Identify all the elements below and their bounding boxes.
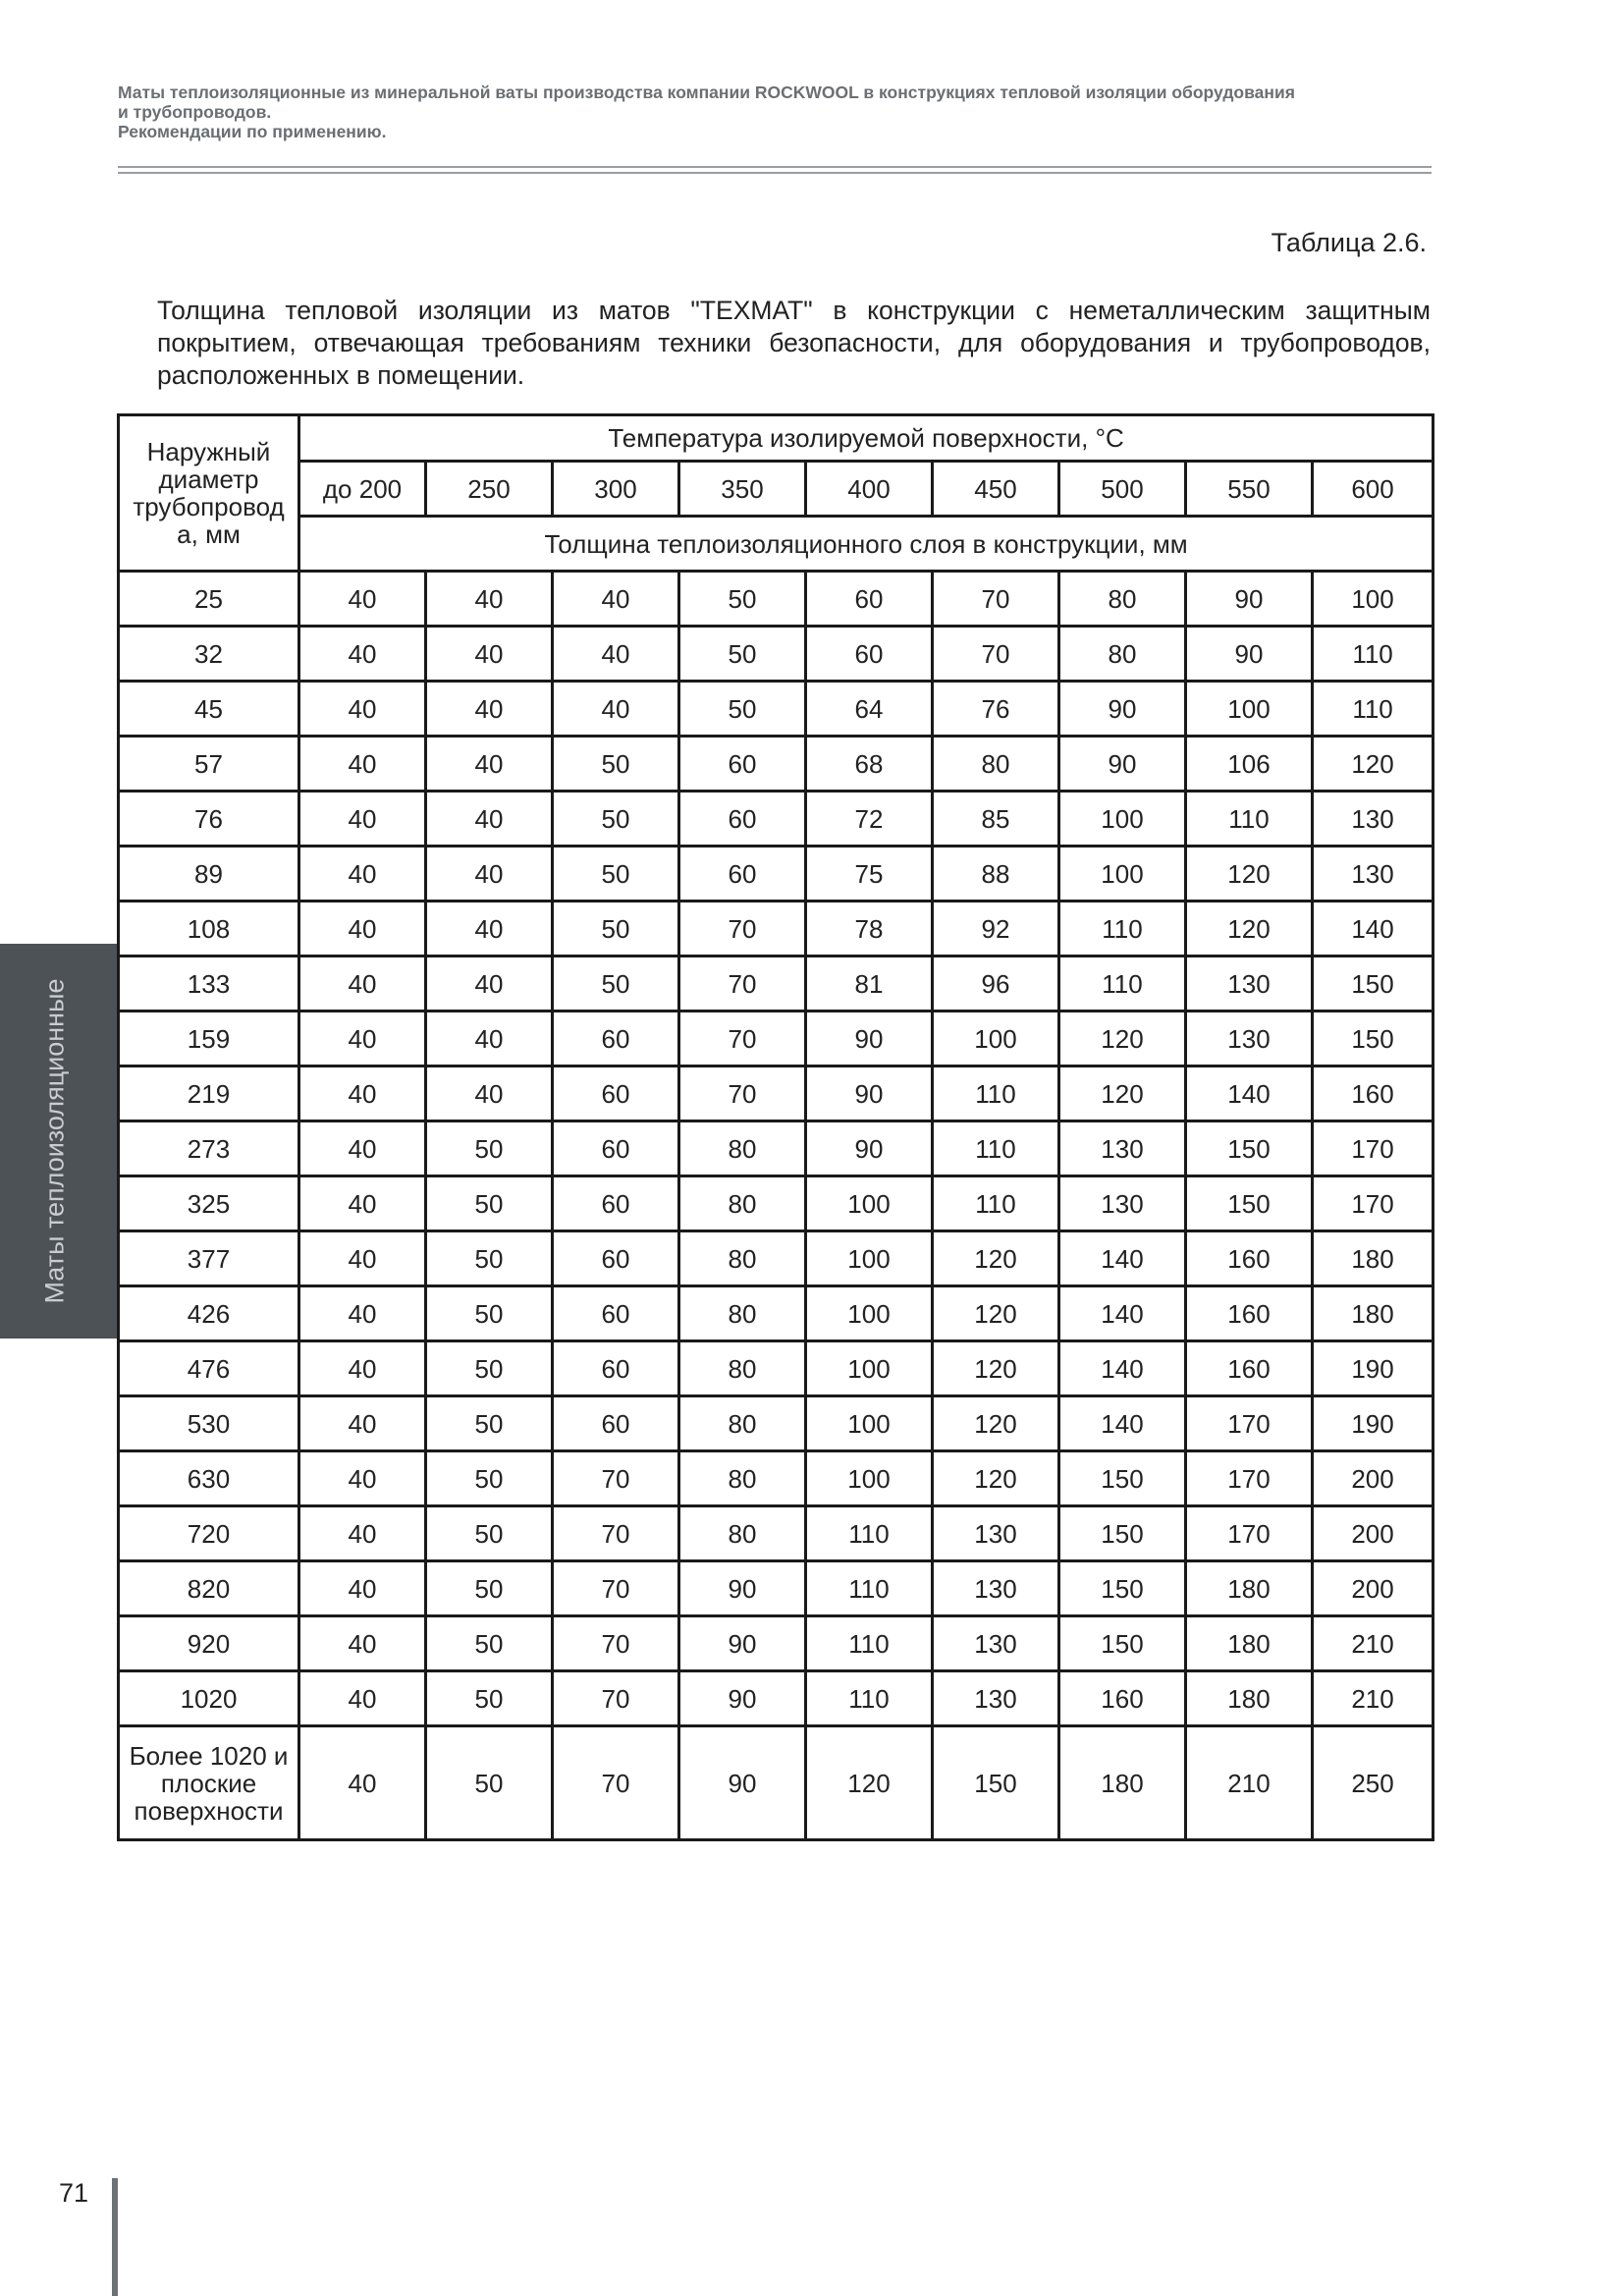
- thickness-cell: 80: [1059, 572, 1186, 627]
- thickness-cell: 50: [553, 792, 679, 847]
- thickness-cell: 110: [1186, 792, 1313, 847]
- thickness-cell: 160: [1313, 1066, 1434, 1121]
- thickness-cell: 40: [299, 1286, 426, 1341]
- thickness-cell: 80: [933, 737, 1059, 792]
- thickness-cell: 170: [1186, 1451, 1313, 1506]
- thickness-cell: 80: [679, 1286, 806, 1341]
- diameter-cell: 377: [119, 1231, 299, 1286]
- thickness-cell: 50: [426, 1451, 553, 1506]
- table-row: [119, 1506, 1434, 1561]
- thickness-cell: 80: [1059, 627, 1186, 682]
- thickness-cell: 130: [1186, 1011, 1313, 1066]
- table-row: [119, 627, 1434, 682]
- thickness-cell: 40: [299, 1341, 426, 1396]
- insulation-thickness-table: [117, 413, 1434, 1841]
- table-row: [119, 1396, 1434, 1451]
- temperature-header-cell: 250: [426, 462, 553, 517]
- thickness-cell: 140: [1059, 1341, 1186, 1396]
- thickness-cell: 180: [1186, 1616, 1313, 1671]
- thickness-cell: 40: [299, 847, 426, 902]
- thickness-cell: 150: [933, 1726, 1059, 1840]
- thickness-cell: 130: [1313, 847, 1434, 902]
- thickness-cell: 180: [1313, 1286, 1434, 1341]
- thickness-cell: 110: [806, 1616, 933, 1671]
- thickness-cell: 50: [553, 737, 679, 792]
- diameter-cell: 89: [119, 847, 299, 902]
- table-row: [119, 1011, 1434, 1066]
- thickness-cell: 70: [933, 627, 1059, 682]
- thickness-cell: 40: [299, 627, 426, 682]
- thickness-cell: 160: [1059, 1671, 1186, 1726]
- table-description: Толщина тепловой изоляции из матов "ТЕХМАТ" в конструкции с неметаллическим защитным покрытием, отвечающая требованиям техники безопасности, для оборудования и трубопроводов, расположенных в помещении.: [157, 296, 1431, 390]
- thickness-cell: 92: [933, 902, 1059, 957]
- thickness-cell: 100: [1059, 847, 1186, 902]
- thickness-cell: 120: [933, 1341, 1059, 1396]
- thickness-cell: 70: [679, 957, 806, 1011]
- table-row: [119, 847, 1434, 902]
- thickness-cell: 90: [679, 1561, 806, 1616]
- thickness-cell: 40: [426, 737, 553, 792]
- thickness-cell: 40: [299, 1011, 426, 1066]
- thickness-cell: 60: [679, 737, 806, 792]
- thickness-cell: 40: [299, 902, 426, 957]
- thickness-cell: 60: [806, 627, 933, 682]
- diameter-cell: 720: [119, 1506, 299, 1561]
- thickness-cell: 120: [806, 1726, 933, 1840]
- thickness-cell: 90: [679, 1726, 806, 1840]
- thickness-cell: 90: [1059, 737, 1186, 792]
- thickness-cell: 50: [426, 1176, 553, 1231]
- thickness-cell: 70: [933, 572, 1059, 627]
- thickness-cell: 60: [679, 792, 806, 847]
- thickness-cell: 40: [426, 627, 553, 682]
- thickness-cell: 140: [1313, 902, 1434, 957]
- thickness-cell: 130: [1059, 1176, 1186, 1231]
- running-header-line: Рекомендации по применению.: [118, 122, 387, 141]
- thickness-cell: 120: [1186, 902, 1313, 957]
- table-row: [119, 1616, 1434, 1671]
- thickness-cell: 90: [679, 1671, 806, 1726]
- page-number: 71: [59, 2178, 89, 2208]
- thickness-cell: 100: [1059, 792, 1186, 847]
- thickness-cell: 90: [806, 1121, 933, 1176]
- diameter-column-header: Наружный диаметр трубопровод а, мм: [119, 415, 299, 572]
- thickness-cell: 50: [426, 1396, 553, 1451]
- thickness-cell: 50: [426, 1506, 553, 1561]
- thickness-cell: 90: [1186, 627, 1313, 682]
- diameter-cell: 25: [119, 572, 299, 627]
- thickness-cell: 60: [553, 1011, 679, 1066]
- thickness-cell: 40: [299, 682, 426, 737]
- thickness-cell: 130: [1186, 957, 1313, 1011]
- diameter-cell: 325: [119, 1176, 299, 1231]
- running-header: [118, 82, 1434, 141]
- thickness-cell: 40: [299, 1726, 426, 1840]
- diameter-cell: 57: [119, 737, 299, 792]
- thickness-cell: 110: [933, 1176, 1059, 1231]
- thickness-cell: 130: [933, 1671, 1059, 1726]
- thickness-cell: 110: [1059, 957, 1186, 1011]
- thickness-cell: 40: [299, 1616, 426, 1671]
- thickness-cell: 180: [1186, 1561, 1313, 1616]
- side-tab-label: Маты теплоизоляционные: [39, 978, 70, 1304]
- thickness-cell: 50: [679, 682, 806, 737]
- temperature-header-cell: до 200: [299, 462, 426, 517]
- diameter-cell: 273: [119, 1121, 299, 1176]
- thickness-cell: 72: [806, 792, 933, 847]
- thickness-cell: 110: [1313, 682, 1434, 737]
- thickness-cell: 160: [1186, 1341, 1313, 1396]
- thickness-cell: 100: [806, 1451, 933, 1506]
- thickness-cell: 120: [1059, 1066, 1186, 1121]
- table-row: [119, 1726, 1434, 1840]
- thickness-cell: 78: [806, 902, 933, 957]
- thickness-cell: 100: [806, 1176, 933, 1231]
- thickness-cell: 81: [806, 957, 933, 1011]
- diameter-cell: 426: [119, 1286, 299, 1341]
- thickness-cell: 70: [679, 902, 806, 957]
- thickness-cell: 140: [1059, 1396, 1186, 1451]
- diameter-cell: 219: [119, 1066, 299, 1121]
- thickness-cell: 130: [1313, 792, 1434, 847]
- thickness-cell: 50: [426, 1561, 553, 1616]
- thickness-cell: 80: [679, 1176, 806, 1231]
- thickness-cell: 150: [1313, 957, 1434, 1011]
- thickness-cell: 40: [299, 957, 426, 1011]
- table-row: [119, 1176, 1434, 1231]
- thickness-cell: 40: [426, 792, 553, 847]
- thickness-cell: 60: [553, 1176, 679, 1231]
- diameter-cell: 630: [119, 1451, 299, 1506]
- thickness-cell: 40: [553, 682, 679, 737]
- table-row: [119, 1341, 1434, 1396]
- temperature-header-cell: 550: [1186, 462, 1313, 517]
- thickness-cell: 40: [299, 1066, 426, 1121]
- table-row: [119, 1066, 1434, 1121]
- thickness-cell: 80: [679, 1231, 806, 1286]
- thickness-cell: 120: [933, 1396, 1059, 1451]
- table-row: [119, 1121, 1434, 1176]
- thickness-cell: 110: [806, 1671, 933, 1726]
- thickness-cell: 120: [1059, 1011, 1186, 1066]
- thickness-cell: 90: [1059, 682, 1186, 737]
- temperature-column-header: Температура изолируемой поверхности, °С: [299, 415, 1434, 462]
- table-row: [119, 902, 1434, 957]
- diameter-cell: 76: [119, 792, 299, 847]
- thickness-cell: 90: [679, 1616, 806, 1671]
- thickness-cell: 76: [933, 682, 1059, 737]
- thickness-cell: 50: [553, 847, 679, 902]
- thickness-cell: 50: [553, 957, 679, 1011]
- thickness-cell: 100: [806, 1341, 933, 1396]
- thickness-cell: 70: [679, 1066, 806, 1121]
- thickness-cell: 130: [933, 1616, 1059, 1671]
- thickness-cell: 110: [1059, 902, 1186, 957]
- thickness-cell: 190: [1313, 1396, 1434, 1451]
- thickness-cell: 88: [933, 847, 1059, 902]
- thickness-cell: 170: [1313, 1121, 1434, 1176]
- diameter-cell: 820: [119, 1561, 299, 1616]
- table-row: [119, 1671, 1434, 1726]
- header-rule: [118, 172, 1432, 174]
- thickness-cell: 100: [806, 1231, 933, 1286]
- thickness-cell: 170: [1186, 1396, 1313, 1451]
- thickness-cell: 160: [1186, 1231, 1313, 1286]
- temperature-header-cell: 450: [933, 462, 1059, 517]
- thickness-cell: 200: [1313, 1451, 1434, 1506]
- diameter-cell: 45: [119, 682, 299, 737]
- thickness-cell: 40: [299, 1451, 426, 1506]
- thickness-cell: 150: [1059, 1561, 1186, 1616]
- thickness-cell: 50: [679, 572, 806, 627]
- thickness-cell: 100: [806, 1396, 933, 1451]
- thickness-cell: 40: [426, 1066, 553, 1121]
- table-row: [119, 737, 1434, 792]
- thickness-cell: 100: [806, 1286, 933, 1341]
- thickness-cell: 40: [299, 1506, 426, 1561]
- thickness-cell: 60: [553, 1286, 679, 1341]
- thickness-subheader: Толщина теплоизоляционного слоя в конструкции, мм: [299, 517, 1434, 572]
- thickness-cell: 40: [553, 627, 679, 682]
- thickness-cell: 250: [1313, 1726, 1434, 1840]
- thickness-cell: 60: [679, 847, 806, 902]
- thickness-cell: 40: [299, 737, 426, 792]
- thickness-cell: 50: [426, 1616, 553, 1671]
- thickness-cell: 68: [806, 737, 933, 792]
- thickness-cell: 80: [679, 1341, 806, 1396]
- thickness-cell: 120: [1313, 737, 1434, 792]
- thickness-cell: 130: [1059, 1121, 1186, 1176]
- thickness-cell: 110: [933, 1121, 1059, 1176]
- table-row: [119, 572, 1434, 627]
- thickness-cell: 40: [299, 1176, 426, 1231]
- thickness-cell: 150: [1059, 1506, 1186, 1561]
- thickness-cell: 160: [1186, 1286, 1313, 1341]
- thickness-cell: 120: [1186, 847, 1313, 902]
- thickness-cell: 110: [1313, 627, 1434, 682]
- table-row: [119, 682, 1434, 737]
- thickness-cell: 60: [553, 1231, 679, 1286]
- thickness-cell: 120: [933, 1451, 1059, 1506]
- diameter-cell: 476: [119, 1341, 299, 1396]
- thickness-cell: 60: [553, 1396, 679, 1451]
- thickness-cell: 50: [426, 1726, 553, 1840]
- diameter-cell: 920: [119, 1616, 299, 1671]
- diameter-cell: 133: [119, 957, 299, 1011]
- thickness-cell: 210: [1313, 1616, 1434, 1671]
- thickness-cell: 140: [1186, 1066, 1313, 1121]
- thickness-cell: 50: [553, 902, 679, 957]
- thickness-cell: 40: [426, 1011, 553, 1066]
- table-row: [119, 1561, 1434, 1616]
- thickness-cell: 40: [426, 957, 553, 1011]
- thickness-cell: 130: [933, 1561, 1059, 1616]
- thickness-cell: 40: [299, 1396, 426, 1451]
- thickness-cell: 40: [299, 1671, 426, 1726]
- thickness-cell: 75: [806, 847, 933, 902]
- thickness-cell: 50: [426, 1671, 553, 1726]
- table-row: [119, 1286, 1434, 1341]
- thickness-cell: 60: [553, 1341, 679, 1396]
- thickness-cell: 150: [1059, 1616, 1186, 1671]
- thickness-cell: 64: [806, 682, 933, 737]
- temperature-header-cell: 400: [806, 462, 933, 517]
- thickness-cell: 80: [679, 1396, 806, 1451]
- thickness-cell: 100: [1313, 572, 1434, 627]
- thickness-cell: 180: [1059, 1726, 1186, 1840]
- thickness-cell: 70: [553, 1726, 679, 1840]
- temperature-header-cell: 600: [1313, 462, 1434, 517]
- thickness-cell: 60: [553, 1121, 679, 1176]
- thickness-cell: 180: [1186, 1671, 1313, 1726]
- thickness-cell: 180: [1313, 1231, 1434, 1286]
- thickness-cell: 90: [1186, 572, 1313, 627]
- thickness-cell: 70: [553, 1451, 679, 1506]
- thickness-cell: 210: [1313, 1671, 1434, 1726]
- temperature-header-cell: 300: [553, 462, 679, 517]
- thickness-cell: 70: [679, 1011, 806, 1066]
- table-row: [119, 957, 1434, 1011]
- header-rule: [118, 166, 1432, 168]
- thickness-cell: 150: [1059, 1451, 1186, 1506]
- thickness-cell: 40: [299, 1231, 426, 1286]
- thickness-cell: 210: [1186, 1726, 1313, 1840]
- thickness-cell: 70: [553, 1671, 679, 1726]
- thickness-cell: 120: [933, 1231, 1059, 1286]
- thickness-cell: 40: [426, 902, 553, 957]
- diameter-cell: 530: [119, 1396, 299, 1451]
- thickness-cell: 50: [426, 1341, 553, 1396]
- thickness-cell: 40: [426, 847, 553, 902]
- diameter-cell: 108: [119, 902, 299, 957]
- thickness-cell: 50: [426, 1121, 553, 1176]
- running-header-line: и трубопроводов.: [118, 102, 272, 122]
- thickness-cell: 100: [1186, 682, 1313, 737]
- thickness-cell: 40: [426, 682, 553, 737]
- table-row: [119, 1231, 1434, 1286]
- thickness-cell: 50: [426, 1231, 553, 1286]
- thickness-cell: 170: [1186, 1506, 1313, 1561]
- thickness-cell: 40: [299, 572, 426, 627]
- thickness-cell: 110: [806, 1506, 933, 1561]
- thickness-cell: 106: [1186, 737, 1313, 792]
- thickness-cell: 70: [553, 1561, 679, 1616]
- thickness-cell: 40: [553, 572, 679, 627]
- thickness-cell: 60: [553, 1066, 679, 1121]
- thickness-cell: 50: [679, 627, 806, 682]
- table-caption: Таблица 2.6.: [1271, 228, 1427, 257]
- temperature-header-cell: 350: [679, 462, 806, 517]
- thickness-cell: 40: [299, 1561, 426, 1616]
- thickness-cell: 90: [806, 1011, 933, 1066]
- thickness-cell: 50: [426, 1286, 553, 1341]
- table-row: [119, 792, 1434, 847]
- thickness-cell: 150: [1186, 1121, 1313, 1176]
- thickness-cell: 140: [1059, 1286, 1186, 1341]
- thickness-cell: 130: [933, 1506, 1059, 1561]
- thickness-cell: 110: [933, 1066, 1059, 1121]
- thickness-cell: 120: [933, 1286, 1059, 1341]
- section-side-tab: [0, 944, 117, 1339]
- thickness-cell: 150: [1186, 1176, 1313, 1231]
- diameter-cell: 32: [119, 627, 299, 682]
- thickness-cell: 140: [1059, 1231, 1186, 1286]
- thickness-cell: 190: [1313, 1341, 1434, 1396]
- thickness-cell: 40: [299, 792, 426, 847]
- thickness-cell: 200: [1313, 1506, 1434, 1561]
- thickness-cell: 80: [679, 1506, 806, 1561]
- diameter-cell: 1020: [119, 1671, 299, 1726]
- thickness-cell: 100: [933, 1011, 1059, 1066]
- thickness-cell: 150: [1313, 1011, 1434, 1066]
- thickness-cell: 200: [1313, 1561, 1434, 1616]
- thickness-cell: 170: [1313, 1176, 1434, 1231]
- thickness-cell: 80: [679, 1121, 806, 1176]
- thickness-cell: 70: [553, 1506, 679, 1561]
- thickness-cell: 96: [933, 957, 1059, 1011]
- thickness-cell: 80: [679, 1451, 806, 1506]
- footer-bar: [112, 2178, 118, 2296]
- thickness-cell: 60: [806, 572, 933, 627]
- thickness-cell: 40: [426, 572, 553, 627]
- thickness-cell: 40: [299, 1121, 426, 1176]
- table-row: [119, 1451, 1434, 1506]
- diameter-cell: Более 1020 и плоские поверхности: [119, 1726, 299, 1840]
- diameter-cell: 159: [119, 1011, 299, 1066]
- running-header-line: Маты теплоизоляционные из минеральной ваты производства компании ROCKWOOL в конструкциях тепловой изоляции оборудования: [118, 82, 1295, 102]
- thickness-cell: 90: [806, 1066, 933, 1121]
- temperature-header-cell: 500: [1059, 462, 1186, 517]
- thickness-cell: 85: [933, 792, 1059, 847]
- thickness-cell: 70: [553, 1616, 679, 1671]
- thickness-cell: 110: [806, 1561, 933, 1616]
